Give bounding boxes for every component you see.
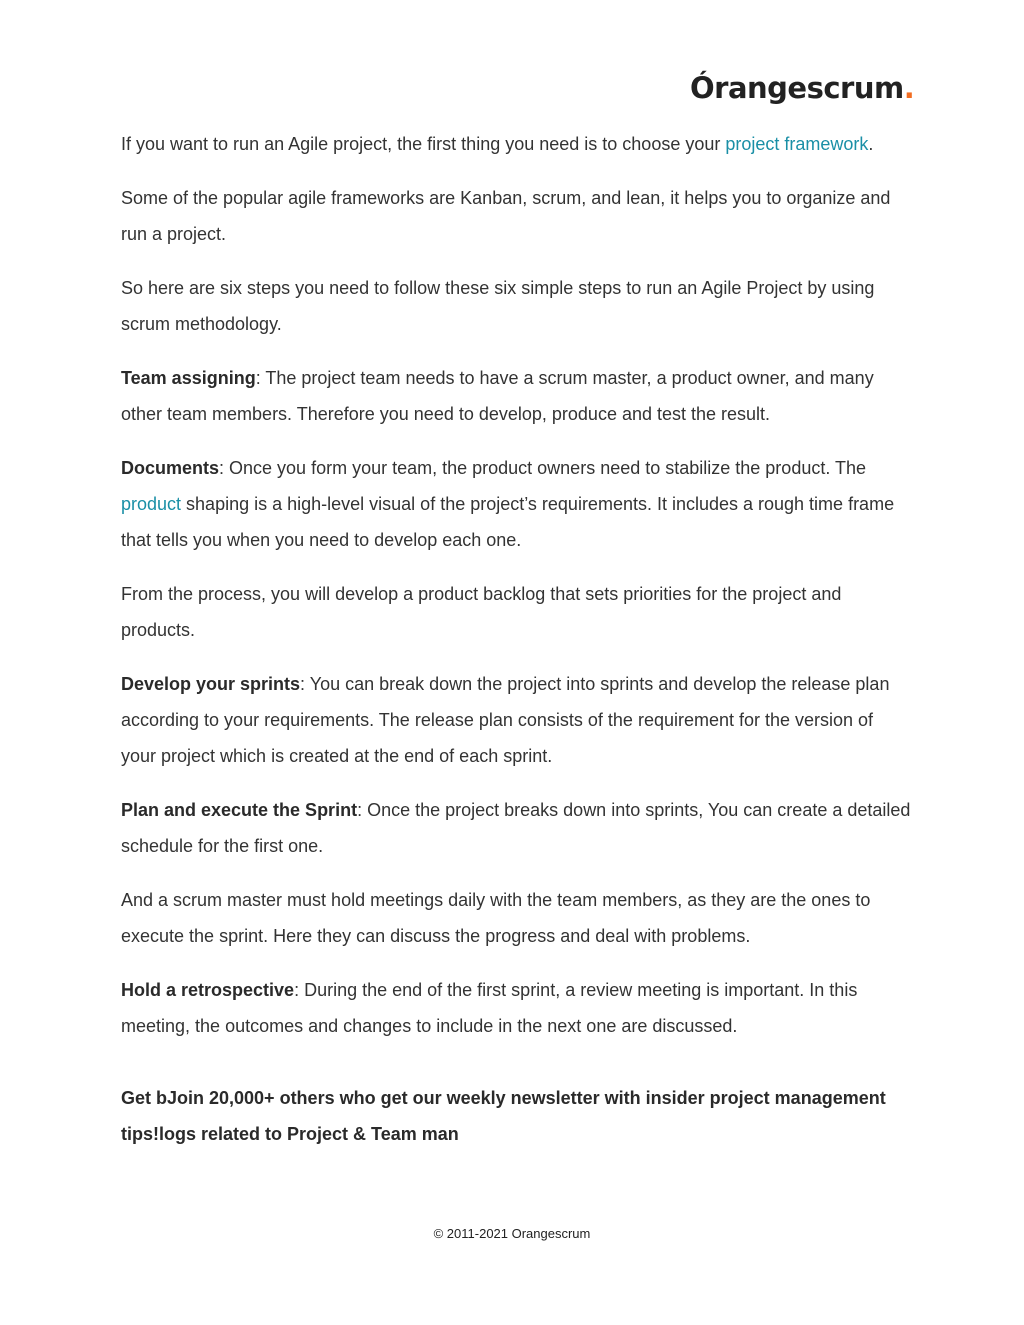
paragraph-team-assigning (121, 360, 911, 432)
copyright-footer: © 2011-2021 Orangescrum (433, 1226, 591, 1241)
orangescrum-logo[interactable] (690, 66, 914, 110)
newsletter-cta: Get bJoin 20,000+ others who get our weekly newsletter with insider project management tips!logs related to Project & Team man (121, 1088, 886, 1144)
paragraph-intro (121, 126, 911, 162)
paragraph-text: If you want to run an Agile project, the first thing you need is to choose your (121, 134, 726, 154)
step-heading: Documents (121, 458, 220, 478)
paragraph-develop-sprints (121, 666, 911, 774)
step-text: : During the end of the first sprint, a review meeting is important. In this meeting, the outcomes and changes to include in the next one are discussed. (121, 980, 858, 1036)
step-text: : The project team needs to have a scrum master, a product owner, and many other team members. Therefore you need to develop, produce and test the result. (121, 368, 874, 424)
project-framework-link[interactable]: project framework (725, 134, 869, 154)
paragraph-plan-execute (121, 792, 911, 864)
logo-dot: . (903, 71, 915, 105)
paragraph-six-steps: So here are six steps you need to follow these six simple steps to run an Agile Project by using scrum methodology. (121, 278, 875, 334)
step-text: : Once you form your team, the product owners need to stabilize the product. The (219, 458, 867, 478)
logo-text: Órangescrum (690, 71, 904, 105)
product-link[interactable]: product (121, 494, 182, 514)
step-text: shaping is a high-level visual of the project’s requirements. It includes a rough time frame that tells you when you need to develop each one. (121, 494, 895, 550)
paragraph-backlog: From the process, you will develop a product backlog that sets priorities for the project and products. (121, 584, 842, 640)
step-heading: Team assigning (121, 368, 256, 388)
paragraph-retrospective (121, 972, 911, 1044)
step-text: : You can break down the project into sprints and develop the release plan according to your requirements. The release plan consists of the requirement for the version of your project which is created at the end of each sprint. (121, 674, 890, 766)
step-heading: Plan and execute the Sprint (121, 800, 358, 820)
step-heading: Hold a retrospective (121, 980, 295, 1000)
paragraph-documents (121, 450, 911, 558)
paragraph-frameworks: Some of the popular agile frameworks are Kanban, scrum, and lean, it helps you to organize and run a project. (121, 188, 891, 244)
paragraph-scrum-master: And a scrum master must hold meetings daily with the team members, as they are the ones to execute the sprint. Here they can discuss the progress and deal with problems. (121, 890, 871, 946)
paragraph-text: . (868, 134, 874, 154)
article-body (121, 126, 911, 1170)
step-heading: Develop your sprints (121, 674, 301, 694)
step-text: : Once the project breaks down into sprints, You can create a detailed schedule for the first one. (121, 800, 911, 856)
